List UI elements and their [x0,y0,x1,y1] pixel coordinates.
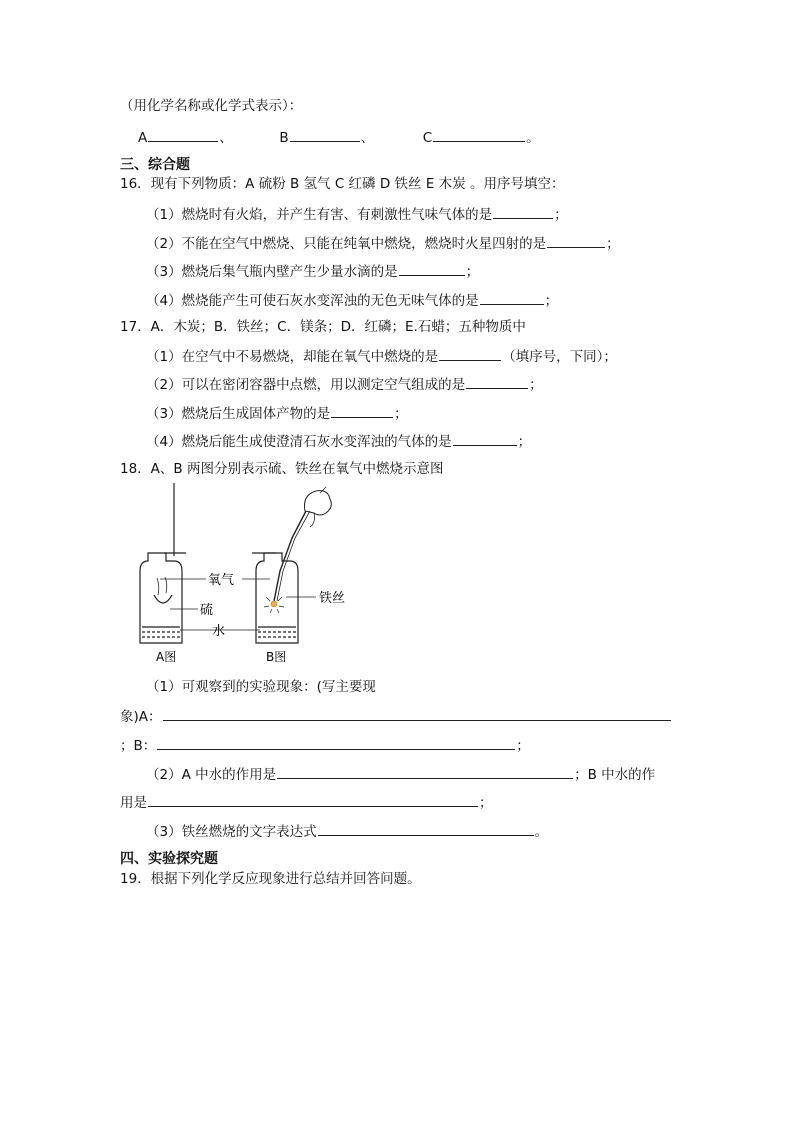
q18-blank-2a[interactable] [277,764,573,779]
q18-sub3-end: 。 [534,824,549,840]
q16-item-2 [146,233,620,253]
q18-sub1-a-label: 象)A： [120,709,162,725]
q17-item-1 [146,346,617,366]
q17-stem: 17．A．木炭；B．铁丝；C．镁条；D．红磷；E.石蜡；五种物质中 [120,319,526,335]
q18-sub2-mid: ；B 中水的作 [574,767,656,783]
q17-item-3 [146,403,408,423]
q18-sub2-a-label: （2）A 中水的作用是 [146,767,277,783]
sep-b: 、 [360,130,375,146]
q17-item-4-text: （4）燃烧后能生成使澄清石灰水变浑浊的气体的是 [146,434,452,450]
q16-item-3-end: ； [465,264,480,280]
label-oxygen: 氧气 [208,573,235,588]
q16-item-2-end: ； [606,236,620,252]
label-water: 水 [212,624,226,639]
caption-b: B图 [266,650,287,664]
q18-blank-2b[interactable] [148,792,478,807]
q17-item-3-text: （3）燃烧后生成固体产物的是 [146,406,331,422]
q16-item-4-text: （4）燃烧能产生可使石灰水变浑浊的无色无味气体的是 [146,293,479,309]
q18-stem: 18．A、B 两图分别表示硫、铁丝在氧气中燃烧示意图 [120,461,444,477]
q18-sub1-b-end: ； [516,738,530,754]
q18-sub1-b-label: ；B： [120,738,157,754]
blank-b[interactable] [290,127,360,142]
q16-item-1 [146,204,568,224]
intro-text: （用化学名称或化学式表示）： [120,98,303,114]
bottle-b [252,487,331,643]
q17-blank-1[interactable] [439,346,501,361]
combustion-diagram [130,483,370,668]
q16-item-3 [146,261,479,281]
q16-stem: 16．现有下列物质：A 硫粉 B 氢气 C 红磷 D 铁丝 E 木炭 。用序号填空： [120,176,565,192]
q16-blank-3[interactable] [399,261,465,276]
q18-sub2-line1 [146,764,655,784]
blanks-row [138,127,540,147]
blank-a[interactable] [148,127,218,142]
q18-sub2-line2 [120,792,493,812]
q17-blank-3[interactable] [331,403,393,418]
label-b: B [279,130,289,146]
q18-sub1-line2 [120,706,672,726]
q17-item-2-text: （2）可以在密闭容器中点燃，用以测定空气组成的是 [146,377,466,393]
q19-stem: 19．根据下列化学反应现象进行总结并回答问题。 [120,871,421,887]
q16-item-2-text: （2）不能在空气中燃烧、只能在纯氧中燃烧，燃烧时火星四射的是 [146,236,547,252]
q17-blank-2[interactable] [466,374,528,389]
q16-blank-1[interactable] [493,204,553,219]
q17-item-2 [146,374,543,394]
q16-item-3-text: （3）燃烧后集气瓶内壁产生少量水滴的是 [146,264,398,280]
blank-c[interactable] [433,127,525,142]
end-c: 。 [526,130,540,146]
q18-blank-1b[interactable] [157,735,515,750]
q18-sub2-end: ； [479,795,493,811]
q16-item-1-text: （1）燃烧时有火焰，并产生有害、有刺激性气味气体的是 [146,207,493,223]
sep-a: 、 [219,130,233,146]
q18-blank-3[interactable] [318,821,534,836]
q16-blank-2[interactable] [547,233,605,248]
label-a: A [138,130,148,146]
section-heading-4: 四、实验探究题 [120,851,218,867]
q17-item-4-end: ； [517,434,532,450]
q18-sub3 [146,821,548,841]
q18-blank-1a[interactable] [163,706,671,721]
q17-item-1-end: （填序号，下同）； [502,349,617,365]
q17-item-1-text: （1）在空气中不易燃烧，却能在氧气中燃烧的是 [146,349,439,365]
q16-item-1-end: ； [554,207,568,223]
q17-item-3-end: ； [394,406,408,422]
caption-a: A图 [156,650,177,664]
q17-item-2-end: ； [529,377,543,393]
label-c: C [422,130,433,146]
label-sulfur: 硫 [200,603,214,618]
q17-blank-4[interactable] [453,431,517,446]
q17-item-4 [146,431,531,451]
q18-sub3-label: （3）铁丝燃烧的文字表达式 [146,824,317,840]
q18-sub1-line1: （1）可观察到的实验现象：(写主要现 [146,679,376,695]
bottle-a [140,483,186,643]
q18-sub2-b-label: 用是 [120,795,147,811]
label-iron-wire: 铁丝 [319,591,346,606]
q16-blank-4[interactable] [480,290,544,305]
q18-sub1-line3 [120,735,530,755]
q16-item-4 [146,290,558,310]
section-heading-3: 三、综合题 [120,157,190,173]
q16-item-4-end: ； [544,293,559,309]
